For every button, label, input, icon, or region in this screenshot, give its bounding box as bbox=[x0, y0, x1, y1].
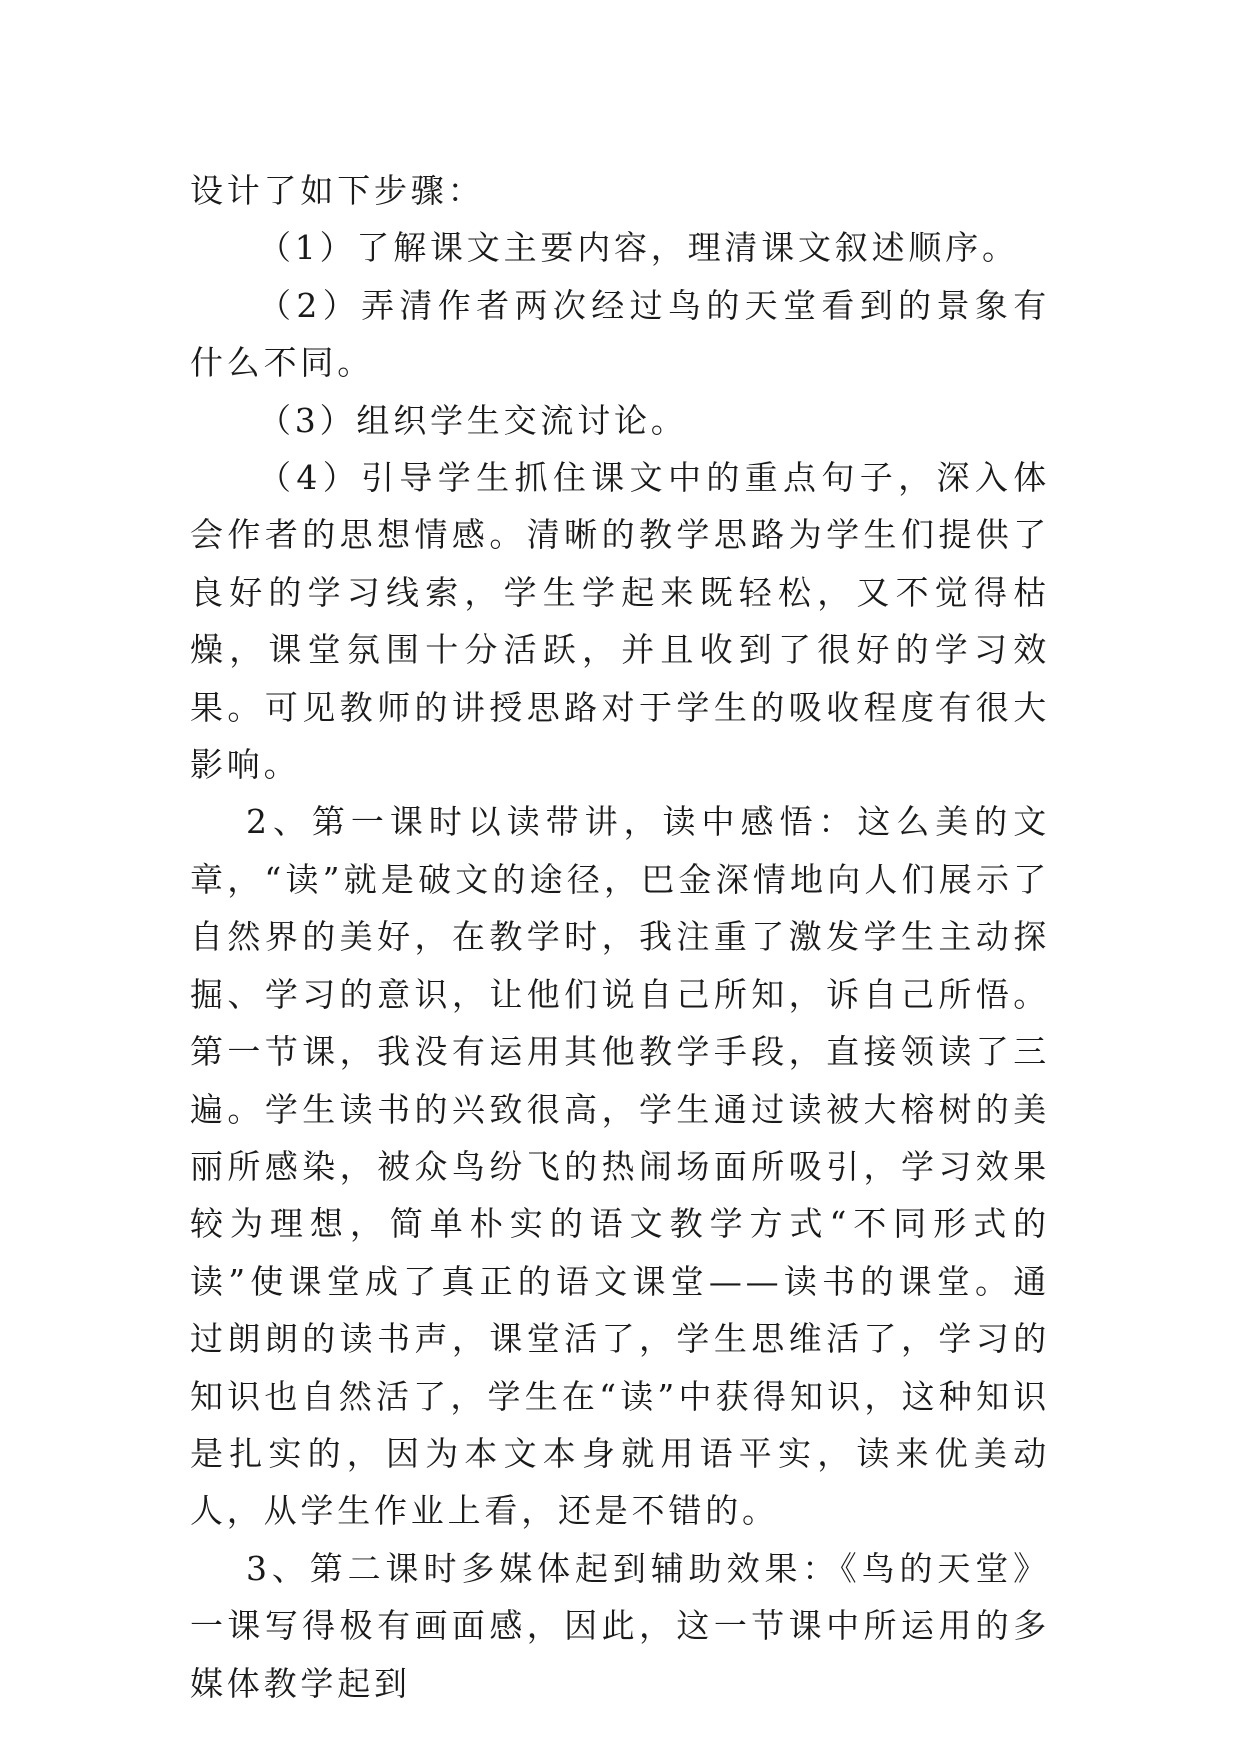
paragraph-step-4: （4）引导学生抓住课文中的重点句子，深入体会作者的思想情感。清晰的教学思路为学生们提供了良好的学习线索，学生学起来既轻松，又不觉得枯燥，课堂氛围十分活跃，并且收到了很好的学习效果。可见教师的讲授思路对于学生的吸收程度有很大影响。 bbox=[190, 458, 1050, 785]
paragraph-point-3: 3、第二课时多媒体起到辅助效果：《鸟的天堂》一课写得极有画面感，因此，这一节课中所运用的多媒体教学起到 bbox=[190, 1548, 1050, 1703]
paragraph-point-2: 2、第一课时以读带讲，读中感悟：这么美的文章，“读”就是破文的途径，巴金深情地向人们展示了自然界的美好，在教学时，我注重了激发学生主动探掘、学习的意识，让他们说自己所知，诉自己所悟。第一节课，我没有运用其他教学手段，直接领读了三遍。学生读书的兴致很高，学生通过读被大榕树的美丽所感染，被众鸟纷飞的热闹场面所吸引，学习效果较为理想，简单朴实的语文教学方式“不同形式的读”使课堂成了真正的语文课堂——读书的课堂。通过朗朗的读书声，课堂活了，学生思维活了，学习的知识也自然活了，学生在“读”中获得知识，这种知识是扎实的，因为本文本身就用语平实，读来优美动人，从学生作业上看，还是不错的。 bbox=[190, 802, 1050, 1531]
paragraph-step-1: （1）了解课文主要内容，理清课文叙述顺序。 bbox=[258, 228, 1019, 268]
paragraph-step-3: （3）组织学生交流讨论。 bbox=[258, 400, 688, 440]
paragraph-step-2: （2）弄清作者两次经过鸟的天堂看到的景象有什么不同。 bbox=[190, 285, 1050, 383]
document-body bbox=[190, 162, 1050, 1712]
paragraph-intro: 设计了如下步骤： bbox=[190, 171, 485, 210]
